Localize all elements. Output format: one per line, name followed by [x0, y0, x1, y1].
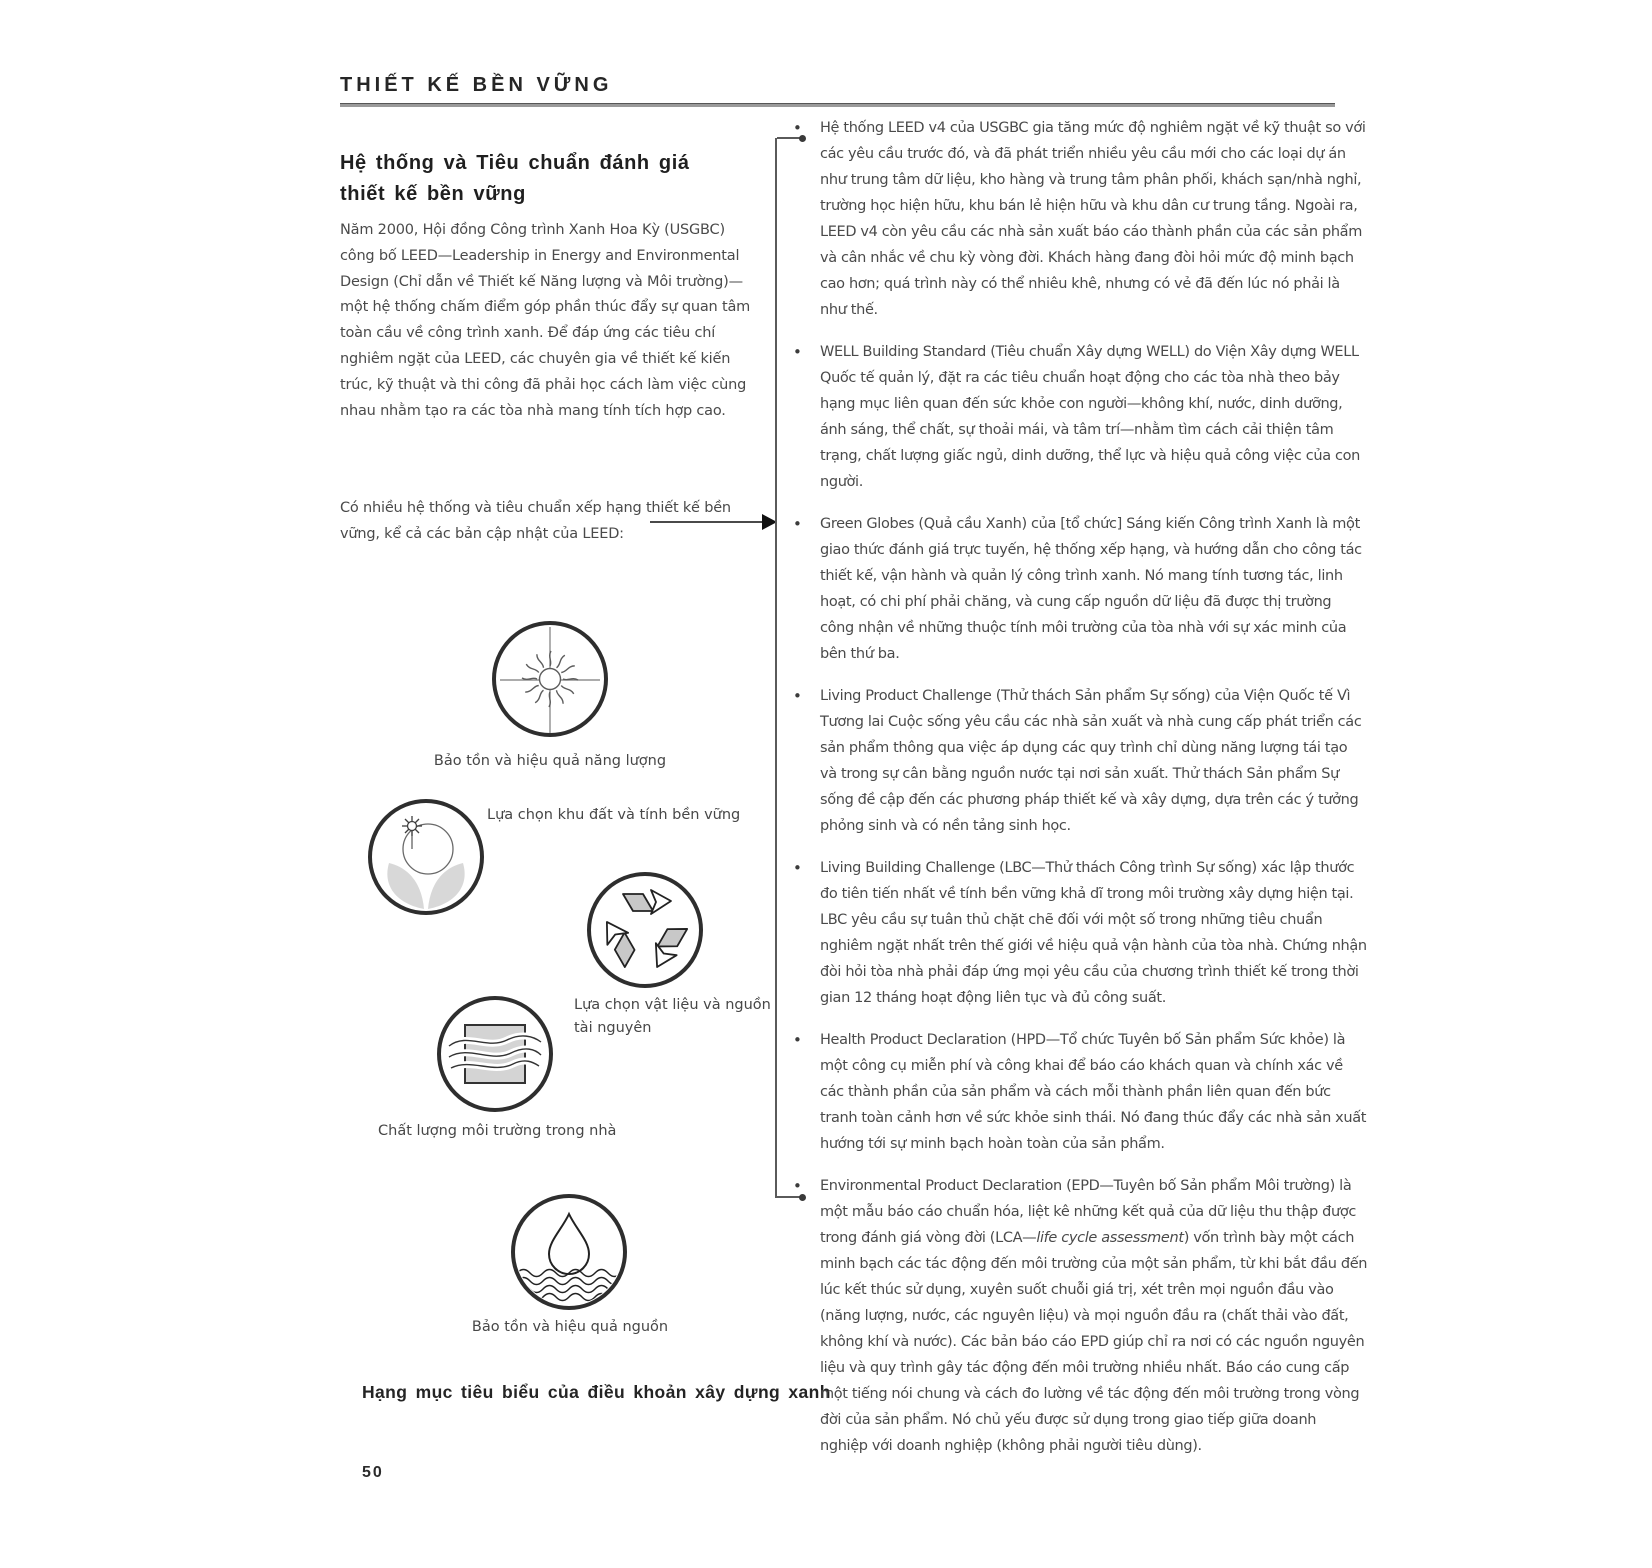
figure-caption: Hạng mục tiêu biểu của điều khoản xây dựng xanh: [362, 1382, 831, 1402]
standards-list-item: • Green Globes (Quả cầu Xanh) của [tổ chức] Sáng kiến Công trình Xanh là một giao thức đánh giá trực tuyến, hệ thống xếp hạng, và hướng dẫn cho công tác thiết kế, vận hành và quản lý công trình xanh. Nó mang tính tương tác, linh hoạt, có chi phí phải chăng, và cung cấp nguồn dữ liệu đã được thị trường công nhận về những thuộc tính môi trường của tòa nhà với sự xác minh của bên thứ ba.: [820, 511, 1368, 667]
site-plant-icon: [364, 795, 488, 919]
water-icon-label: Bảo tồn và hiệu quả nguồn: [471, 1319, 669, 1335]
water-drop-icon: [507, 1190, 631, 1314]
energy-icon-label: Bảo tồn và hiệu quả năng lượng: [433, 753, 667, 769]
indoor-air-icon: [433, 992, 557, 1116]
standards-list-item: • Health Product Declaration (HPD—Tổ chức Tuyên bố Sản phẩm Sức khỏe) là một công cụ miễn phí và công khai để báo cáo khách quan và chính xác về các thành phần của sản phẩm và cách mỗi thành phần liên quan đến bức tranh toàn cảnh hơn về sức khỏe sinh thái. Nó đang thúc đẩy các nhà sản xuất hướng tới sự minh bạch hoàn toàn của sản phẩm.: [820, 1027, 1368, 1157]
section-heading: Hệ thống và Tiêu chuẩn đánh giá thiết kế bền vững: [340, 152, 690, 205]
lead-in-paragraph: Có nhiều hệ thống và tiêu chuẩn xếp hạng thiết kế bền vững, kể cả các bản cập nhật của LEED:: [340, 500, 731, 542]
page-title: THIẾT KẾ BỀN VỮNG: [340, 74, 613, 96]
header-rule: [340, 103, 1335, 107]
indoor-quality-icon-label: Chất lượng môi trường trong nhà: [378, 1123, 617, 1139]
standards-list-item: • Hệ thống LEED v4 của USGBC gia tăng mức độ nghiêm ngặt về kỹ thuật so với các yêu cầu trước đó, và đã phát triển nhiều yêu cầu mới cho các loại dự án như trung tâm dữ liệu, kho hàng và trung tâm phân phối, khách sạn/nhà nghỉ, trường học hiện hữu, khu bán lẻ hiện hữu và khu dân cư trung tầng. Ngoài ra, LEED v4 còn yêu cầu các nhà sản xuất báo cáo thành phần của các sản phẩm và cân nhắc về chu kỳ vòng đời. Khách hàng đang đòi hỏi mức độ minh bạch cao hơn; quá trình này có thể nhiêu khê, nhưng có vẻ đã đến lúc nó phải là như thế.: [820, 115, 1368, 323]
standards-list-item: • Living Building Challenge (LBC—Thử thách Công trình Sự sống) xác lập thước đo tiên tiến nhất về tính bền vững khả dĩ trong môi trường xây dựng hiện tại. LBC yêu cầu sự tuân thủ chặt chẽ đối với một số trong những tiêu chuẩn nghiêm ngặt nhất trên thế giới về hiệu quả vận hành của tòa nhà. Chứng nhận đòi hỏi tòa nhà phải đáp ứng mọi yêu cầu của chương trình thiết kế trong thời gian 12 tháng hoạt động liên tục và đủ công suất.: [820, 855, 1368, 1011]
page-number: 50: [362, 1464, 384, 1481]
recycle-icon: [583, 868, 707, 992]
materials-icon-label: Lựa chọn vật liệu và nguồn tài nguyên: [574, 997, 771, 1036]
standards-list-item: • Environmental Product Declaration (EPD—Tuyên bố Sản phẩm Môi trường) là một mẫu báo cáo chuẩn hóa, liệt kê những kết quả của dữ liệu thu thập được trong đánh giá vòng đời (LCA—life cycle assessment) vốn trình bày một cách minh bạch các tác động đến môi trường của một sản phẩm, từ khi bắt đầu đến lúc kết thúc sử dụng, xuyên suốt chuỗi giá trị, xét trên mọi nguồn đầu vào (năng lượng, nước, các nguyên liệu) và mọi nguồn đầu ra (chất thải vào đất, không khí và nước). Các bản báo cáo EPD giúp chỉ ra nơi có các nguồn nguyên liệu và quy trình gây tác động đến môi trường nhiều nhất. Báo cáo cung cấp một tiếng nói chung và cách đo lường về tác động đến môi trường trong vòng đời của sản phẩm. Nó chủ yếu được sử dụng trong giao tiếp giữa doanh nghiệp với doanh nghiệp (không phải người tiêu dùng).: [820, 1173, 1368, 1459]
standards-list-item: • WELL Building Standard (Tiêu chuẩn Xây dựng WELL) do Viện Xây dựng WELL Quốc tế quản lý, đặt ra các tiêu chuẩn hoạt động cho các tòa nhà theo bảy hạng mục liên quan đến sức khỏe con người—không khí, nước, dinh dưỡng, ánh sáng, thể chất, sự thoải mái, và tâm trí—nhằm tìm cách cải thiện tâm trạng, chất lượng giấc ngủ, dinh dưỡng, thể lực và hiệu quả công việc của con người.: [820, 339, 1368, 495]
standards-list-item: • Living Product Challenge (Thử thách Sản phẩm Sự sống) của Viện Quốc tế Vì Tương lai Cuộc sống yêu cầu các nhà sản xuất và nhà cung cấp phát triển các sản phẩm thông qua việc áp dụng các quy trình chỉ dùng năng lượng tái tạo và trong sự cân bằng nguồn nước tại nơi sản xuất. Thử thách Sản phẩm Sự sống đề cập đến các phương pháp thiết kế và xây dựng, dựa trên các ý tưởng phỏng sinh và có nền tảng sinh học.: [820, 683, 1368, 839]
sun-energy-icon: [488, 617, 612, 741]
site-icon-label: Lựa chọn khu đất và tính bền vững: [487, 807, 741, 823]
connector-arrow-line: [650, 521, 764, 523]
intro-paragraph: Năm 2000, Hội đồng Công trình Xanh Hoa Kỳ (USGBC) công bố LEED—Leadership in Energy and Environmental Design (Chỉ dẫn về Thiết kế Năng lượng và Môi trường)—một hệ thống chấm điểm góp phần thúc đẩy sự quan tâm toàn cầu về công trình xanh. Để đáp ứng các tiêu chí nghiêm ngặt của LEED, các chuyên gia về thiết kế kiến trúc, kỹ thuật và thi công đã phải học cách làm việc cùng nhau nhằm tạo ra các tòa nhà mang tính tích hợp cao.: [340, 222, 751, 419]
standards-list: [820, 115, 1368, 1475]
